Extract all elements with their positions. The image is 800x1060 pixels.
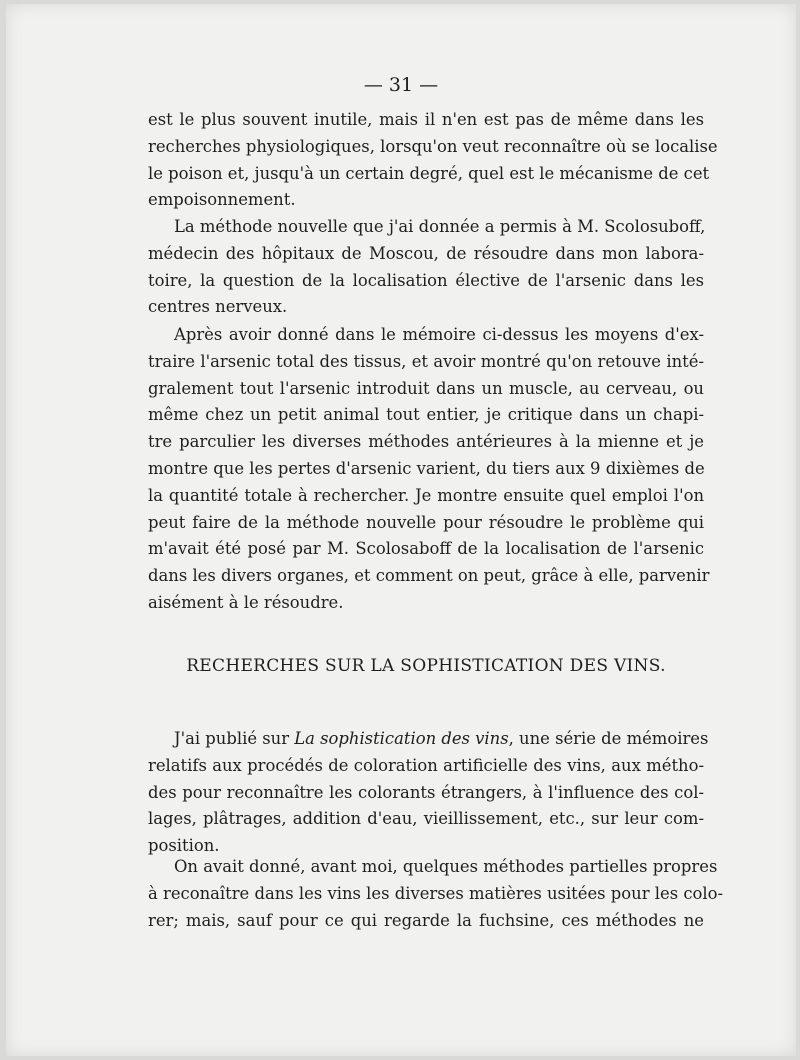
book-page — [6, 4, 796, 1056]
paragraph-methode-nouvelle — [148, 214, 704, 321]
text-line: La méthode nouvelle que j'ai donnée a permis à M. Scolosuboff, — [174, 217, 706, 236]
page-number: — 31 — — [363, 74, 439, 96]
text-run: J'ai publié sur — [174, 729, 295, 748]
text-line: relatifs aux procédés de coloration artificielle des vins, aux métho- — [148, 755, 704, 775]
text-line: On avait donné, avant moi, quelques méthodes partielles propres — [174, 857, 718, 876]
text-line: médecin des hôpitaux de Moscou, de résoudre dans mon labora- — [148, 243, 704, 263]
text-line: Après avoir donné dans le mémoire ci-dessus les moyens d'ex- — [174, 325, 704, 344]
text-line: montre que les pertes d'arsenic varient, du tiers aux 9 dixièmes de — [148, 458, 705, 478]
text-line: m'avait été posé par M. Scolosaboff de la localisation de l'arsenic — [148, 539, 704, 559]
text-line: traire l'arsenic total des tissus, et avoir montré qu'on retouve inté- — [148, 351, 704, 371]
text-line: centres nerveux. — [148, 297, 288, 317]
text-line — [148, 726, 709, 753]
text-line: tre parculier les diverses méthodes antérieures à la mienne et je — [148, 432, 704, 452]
text-run: , une série de mémoires — [508, 729, 709, 748]
paragraph-continuation — [148, 107, 718, 214]
paragraph-sophistication — [148, 726, 709, 860]
text-line: la quantité totale à rechercher. Je montre ensuite quel emploi l'on — [148, 485, 704, 505]
text-line: rer; mais, sauf pour ce qui regarde la fuchsine, ces méthodes ne — [148, 910, 704, 930]
section-title: RECHERCHES SUR LA SOPHISTICATION DES VINS. — [186, 656, 666, 676]
text-line: le poison et, jusqu'à un certain degré, quel est le mécanisme de cet — [148, 163, 710, 183]
text-line: toire, la question de la localisation élective de l'arsenic dans les — [148, 270, 704, 290]
text-line: aisément à le résoudre. — [148, 592, 344, 612]
text-line: empoisonnement. — [148, 190, 296, 210]
text-line: position. — [148, 836, 220, 856]
text-line: dans les divers organes, et comment on peut, grâce à elle, parvenir — [148, 566, 710, 586]
text-line: des pour reconnaître les colorants étrangers, à l'influence des col- — [148, 782, 704, 802]
paragraph-methodes-partielles — [148, 854, 724, 934]
paragraph-arsenic — [148, 322, 710, 617]
text-line: recherches physiologiques, lorsqu'on veut reconnaître où se localise — [148, 136, 718, 156]
text-line: gralement tout l'arsenic introduit dans un muscle, au cerveau, ou — [148, 378, 704, 398]
text-line: même chez un petit animal tout entier, je critique dans un chapi- — [148, 405, 704, 425]
text-line: peut faire de la méthode nouvelle pour résoudre le problème qui — [148, 512, 704, 532]
book-title-italic: La sophistication des vins — [294, 729, 509, 748]
text-line: lages, plâtrages, addition d'eau, vieillissement, etc., sur leur com- — [148, 809, 704, 829]
text-line: est le plus souvent inutile, mais il n'en est pas de même dans les — [148, 110, 704, 129]
text-line: à reconaître dans les vins les diverses matières usitées pour les colo- — [148, 883, 724, 903]
